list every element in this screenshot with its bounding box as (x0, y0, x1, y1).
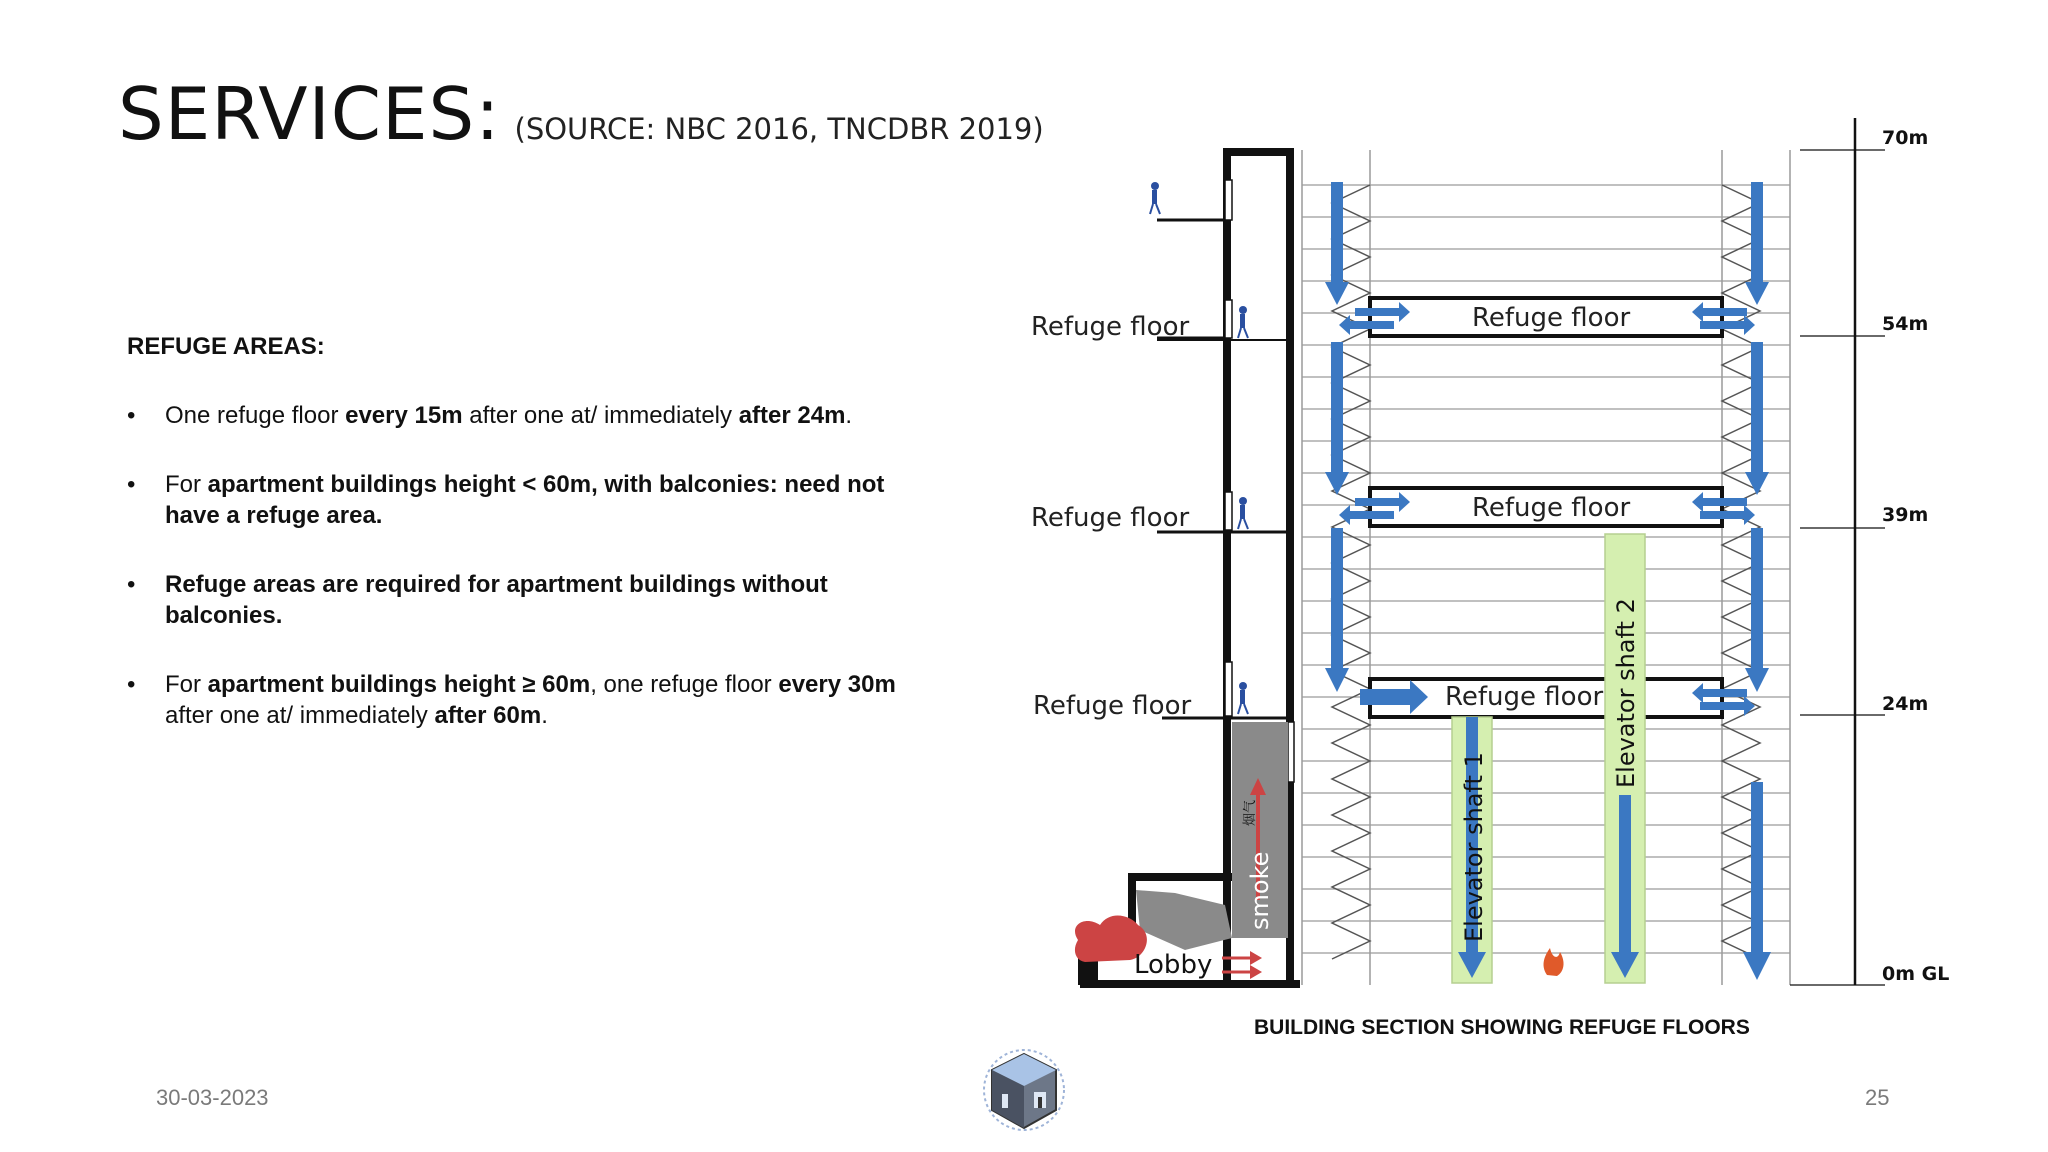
bullet-segment: . (845, 402, 853, 429)
person-icon (1150, 182, 1160, 214)
bullet-segment: For (165, 671, 208, 698)
height-marker: 0m GL (1882, 963, 1950, 985)
person-icon (1238, 497, 1248, 529)
refuge-floor-label: Refuge floor (1445, 682, 1604, 712)
left-refuge-label: Refuge floor (1031, 312, 1190, 342)
logo-icon (978, 1042, 1070, 1142)
bullet-segment: One refuge floor (165, 402, 346, 429)
bullet-segment-bold: every 30m (778, 671, 896, 698)
bullet-segment: after one at/ immediately (165, 702, 435, 729)
height-marker: 54m (1882, 313, 1929, 335)
height-scale (1790, 118, 1885, 985)
bullet-dot: • (127, 671, 136, 698)
refuge-floor-label: Refuge floor (1472, 303, 1631, 333)
bullet-dot: • (127, 471, 136, 498)
bullet-dot: • (127, 402, 136, 429)
bullet-dot: • (127, 571, 136, 598)
bullet-segment: after one at/ immediately (462, 402, 739, 429)
smoke-chinese-label: 烟气 (1243, 799, 1258, 826)
left-refuge-label: Refuge floor (1031, 503, 1190, 533)
bullet-segment-bold: apartment buildings height < 60m, with balconies: need not have a refuge area. (165, 471, 885, 529)
diagram-caption: BUILDING SECTION SHOWING REFUGE FLOORS (1254, 1016, 1750, 1039)
bullet-segment-bold: Refuge areas are required for apartment buildings without balconies. (165, 571, 828, 629)
bullet-segment-bold: apartment buildings height ≥ 60m (207, 671, 591, 698)
smoke-label: smoke (1246, 851, 1274, 930)
fire-icon (1544, 948, 1564, 976)
person-icon (1238, 306, 1248, 338)
bullet-segment-bold: after 24m (738, 402, 846, 429)
bullet-segment: . (541, 702, 548, 729)
bullet-segment: For (165, 471, 208, 498)
section-heading: REFUGE AREAS: (127, 333, 325, 360)
bullet-segment-bold: after 60m (434, 702, 542, 729)
floor-grid (1302, 150, 1790, 985)
height-marker: 39m (1882, 504, 1929, 526)
bullet-segment-bold: every 15m (345, 402, 463, 429)
lobby-label: Lobby (1134, 950, 1213, 980)
refuge-floor-label: Refuge floor (1472, 493, 1631, 523)
left-refuge-label: Refuge floor (1033, 691, 1192, 721)
page-number: 25 (1865, 1085, 1890, 1110)
slide-date: 30-03-2023 (156, 1085, 269, 1110)
elevator-shaft-label: Elevator shaft 2 (1612, 598, 1640, 788)
bullet-segment: , one refuge floor (590, 671, 779, 698)
elevator-shaft-label: Elevator shaft 1 (1460, 752, 1488, 942)
height-marker: 70m (1882, 127, 1929, 149)
slide-title: SERVICES: (118, 72, 501, 156)
slide-source: (SOURCE: NBC 2016, TNCDBR 2019) (514, 112, 1044, 146)
person-icon (1238, 682, 1248, 714)
height-marker: 24m (1882, 693, 1929, 715)
